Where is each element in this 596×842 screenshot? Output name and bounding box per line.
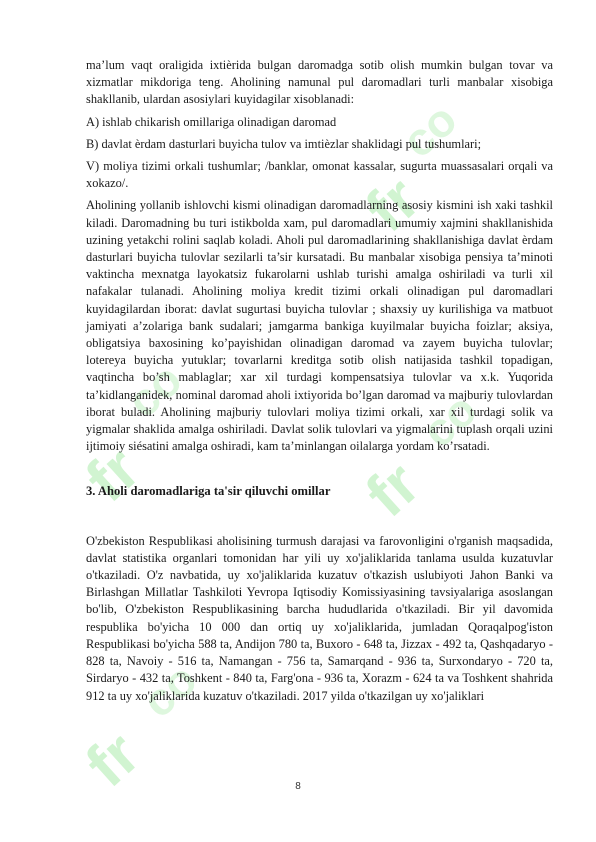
paragraph-intro: ma’lum vaqt oraligida ixtièrida bulgan daromadga sotib olish mumkin bulgan tovar va xizmatlar mikdoriga teng. Aholining namunal pul daromadlari turli manbalar xisobiga shakllanib, ulardan asosiylari kuyidagilar xisoblanadi: xyxy=(86,58,553,107)
paragraph-section: O'zbekiston Respublikasi aholisining turmush darajasi va farovonligini o'rganish maqsadida, davlat statistika organlari tomonidan har yili uy xo'jaliklarida tanlama usulda kuzatuvlar o'tkaziladi. O'z navbatida, uy xo'jaliklarida kuzatuv o'tkazish uslubiyoti Jahon Banki va Birlashgan Millatlar Tashkiloti Yevropa Iqtisodiy Komissiyasining tavsiyalariga asoslangan bo'lib, O'zbekiston Respublikasining barcha hududlarida o'tkaziladi. Bir yil davomida respublika bo'yicha 10 000 dan ortiq uy xo'jaliklarida, jumladan Qoraqalpog'iston Respublikasi bo'yicha 588 ta, Andijon 780 ta, Buxoro - 648 ta, Jizzax - 492 ta, Qashqadaryo - 828 ta, Navoiy - 516 ta, Namangan - 756 ta, Samarqand - 936 ta, Surxondaryo - 720 ta, Sirdaryo - 432 ta, Toshkent - 840 ta, Farg'ona - 936 ta, Xorazm - 624 ta va Toshkent shahrida 912 ta uy xo'jaliklarida kuzatuv o'tkaziladi. 2017 yilda o'tkazilgan uy xo'jaliklari xyxy=(86,533,553,703)
svg-text:fr: fr xyxy=(73,719,153,801)
svg-text:co: co xyxy=(131,652,207,728)
paragraph-main: Aholining yollanib ishlovchi kismi olinadigan daromadlarning asosiy kismini ish xaki tashkil kiladi. Daromadning bu turi istikbolda xam, pul daromadlari umumiy xajmini shakllanishida uzining yetakchi rolini saqlab koladi. Aholi pul daromadlarining shakllanishiga davlat èrdam dasturlari buyicha tulovlar sezilarli ta’sir kursatadi. Bu manbalar xisobiga pensiya ta’minoti vaktincha mexnatga layokatsiz fukarolarni ushlab turishi amalga oshiriladi va turli xil nafakalar tulanadi. Aholining moliya kredit tizimi orkali olinadigan pul daromadlari kuyidagilardan iborat: davlat sugurtasi buyicha tulovlar ; shaxsiy uy kurilishiga va matbuot jamiyati a’zolariga bank sudalari; jamgarma bankiga kuyilmalar buyicha foizlar; aksiya, obligatsiya baxosining ko’payishidan olinadigan daromad va zayem buyicha tulovlar; lotereya buyicha yutuklar; tovarlarni kreditga sotib olish natijasida tashkil topadigan, vaqtincha bo’sh mablaglar; xar xil turdagi kompensatsiya tulovlar va x.k. Yuqorida ta’kidlanganidek, nominal daromad aholi ixtiyorida bo’lgan daromad va majburiy tulovlardan iborat buladi. Aholining majburiy tulovlari moliya tizimi orkali, xar xil turdagi solik va yigmalar shaklida amalga oshiriladi. Davlat solik tulovlari va yigmalarini tuplash orqali uzini ijtimoiy siésatini amalga oshiradi, kam ta’minlangan oilalarga yordam ko’rsatadi. xyxy=(86,198,553,454)
list-item-b: B) davlat èrdam dasturlari buyicha tulov va imtièzlar shaklidagi pul tushumlari; xyxy=(86,136,482,151)
svg-text:co: co xyxy=(116,352,192,428)
svg-text:co: co xyxy=(391,92,467,168)
svg-text:fr: fr xyxy=(353,449,433,531)
list-item-v: V) moliya tizimi orkali tushumlar; /banklar, omonat kassalar, sugurta muassasalari orqali va xokazo/. xyxy=(86,159,553,191)
svg-text:co: co xyxy=(411,382,487,458)
page-number: 8 xyxy=(295,781,301,792)
section-heading: 3. Aholi daromadlariga ta'sir qiluvchi omillar xyxy=(86,484,331,499)
svg-text:fr: fr xyxy=(353,164,433,246)
list-item-a: A) ishlab chikarish omillariga olinadigan daromad xyxy=(86,114,337,129)
svg-text:fr: fr xyxy=(73,434,153,516)
document-body xyxy=(86,57,553,710)
